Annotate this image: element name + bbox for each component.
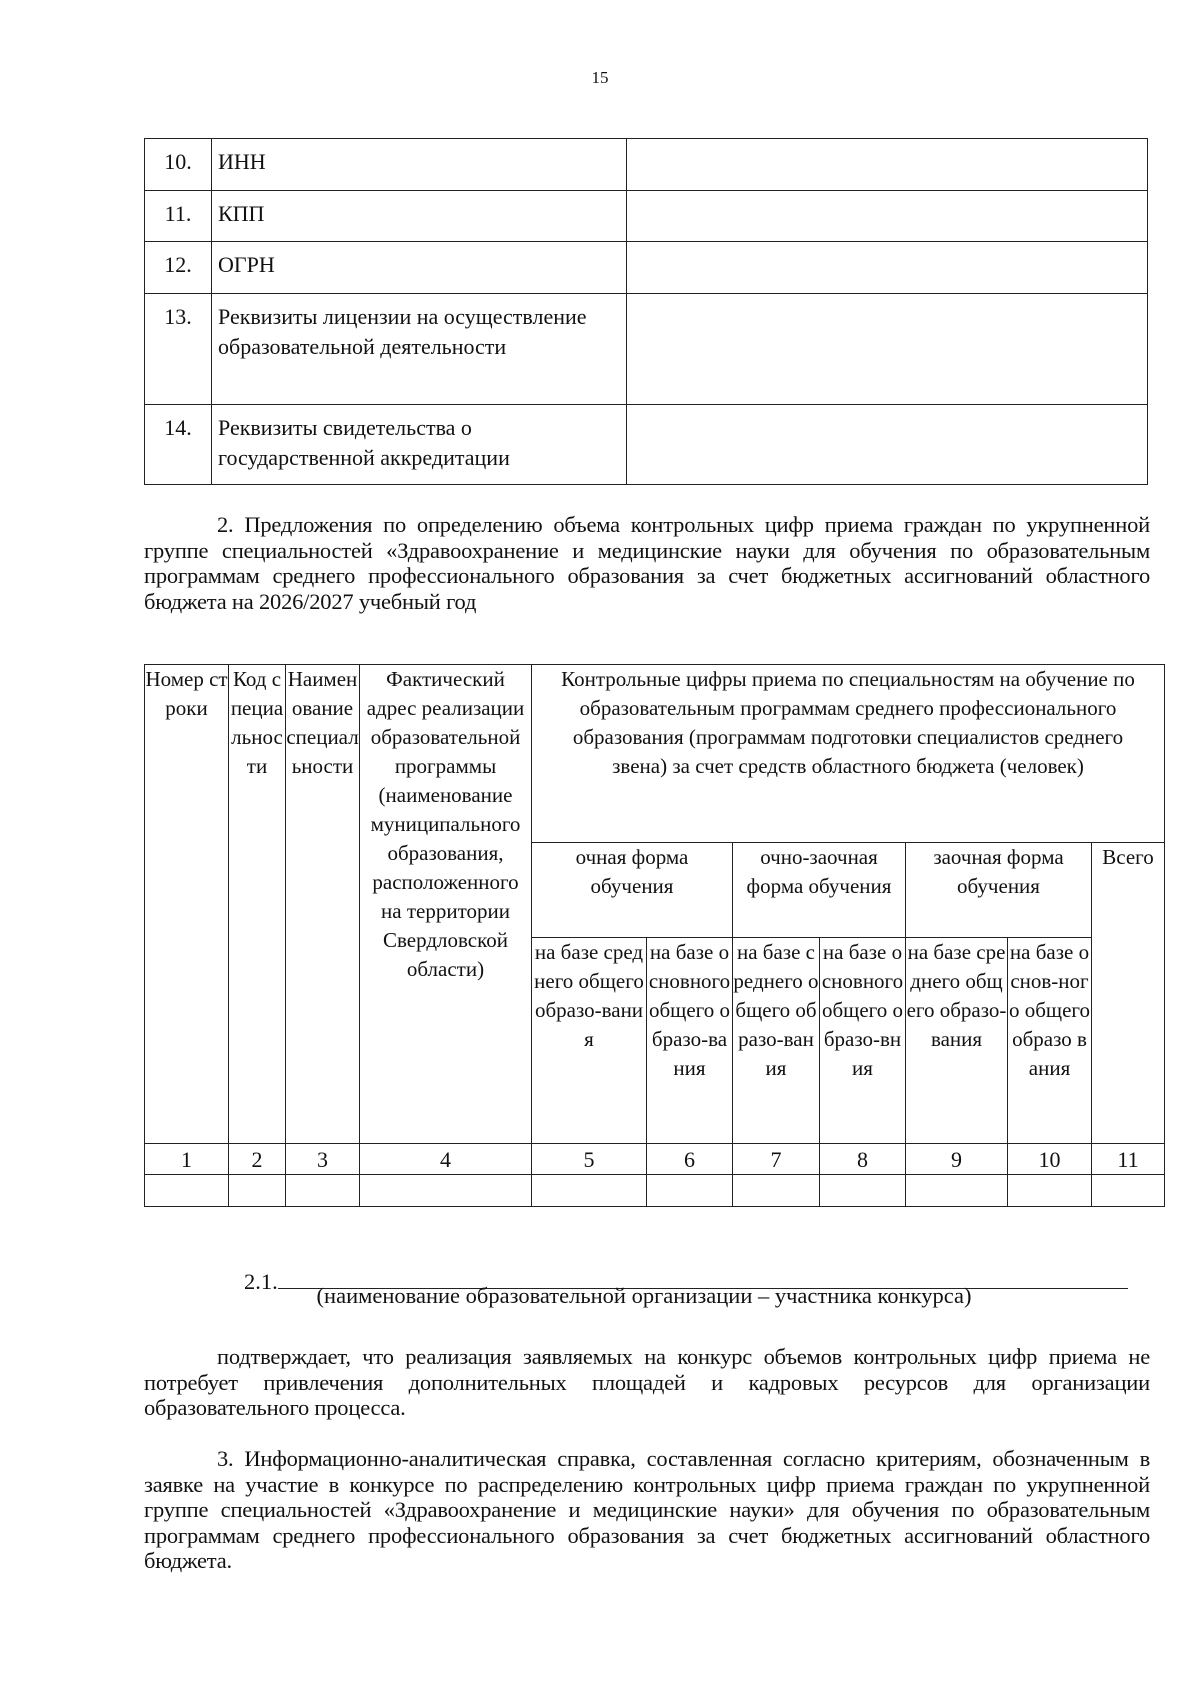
- row-number: 10.: [145, 139, 212, 191]
- column-number: 11: [1092, 1144, 1165, 1175]
- header-spec-name: Наименование специальности: [286, 665, 360, 1144]
- row-number: 11.: [145, 191, 212, 242]
- admission-targets-table: [144, 664, 1165, 1207]
- header-full-time: очная форма обучения: [532, 843, 733, 938]
- header-spec-code: Код специальности: [229, 665, 286, 1144]
- header-sub: на базе среднего общего образо-вания: [532, 938, 647, 1144]
- header-row: [145, 665, 1165, 843]
- row-value[interactable]: [627, 242, 1148, 294]
- row-number: 14.: [145, 405, 212, 485]
- table-cell[interactable]: [733, 1175, 820, 1207]
- row-label: КПП: [212, 191, 627, 242]
- requisites-table: [144, 138, 1148, 485]
- table-cell[interactable]: [286, 1175, 360, 1207]
- table-row: [145, 294, 1148, 405]
- organization-name-caption: (наименование образовательной организации – участника конкурса): [316, 1283, 972, 1308]
- section-3-text: 3. Информационно-аналитическая справка, составленная согласно критериям, обозначенным в заявке на участие в конкурсе по распределению контрольных цифр приема граждан по укрупненной группе специальностей «Здравоохранение и медицинские науки» для обучения по образовательным программам среднего профессионального образования за счет бюджетных ассигнований областного бюджета.: [144, 1446, 1150, 1573]
- row-value[interactable]: [627, 405, 1148, 485]
- header-part-time: очно-заочная форма обучения: [733, 843, 906, 938]
- row-label: ИНН: [212, 139, 627, 191]
- header-kcp: Контрольные цифры приема по специальностям на обучение по образовательным программам среднего профессионального образования (программам подготовки специалистов среднего звена) за счет средств областного бюджета (человек): [532, 665, 1165, 843]
- row-label: ОГРН: [212, 242, 627, 294]
- table-cell[interactable]: [820, 1175, 906, 1207]
- column-number: 8: [820, 1144, 906, 1175]
- header-row-number: Номер строки: [145, 665, 229, 1144]
- column-number: 2: [229, 1144, 286, 1175]
- column-number: 3: [286, 1144, 360, 1175]
- section-2-text: 2. Предложения по определению объема контрольных цифр приема граждан по укрупненной группе специальностей «Здравоохранение и медицинские науки для обучения по образовательным программам среднего профессионального образования за счет бюджетных ассигнований областного бюджета на 2026/2027 учебный год: [144, 512, 1150, 614]
- row-number: 13.: [145, 294, 212, 405]
- table-row: [145, 242, 1148, 294]
- column-number: 6: [647, 1144, 733, 1175]
- header-extramural: заочная форма обучения: [906, 843, 1092, 938]
- row-label: Реквизиты свидетельства о государственной аккредитации: [212, 405, 627, 485]
- table-row: [145, 139, 1148, 191]
- table-row: [145, 405, 1148, 485]
- column-number: 5: [532, 1144, 647, 1175]
- row-label: Реквизиты лицензии на осуществление образовательной деятельности: [212, 294, 627, 405]
- table-cell[interactable]: [906, 1175, 1008, 1207]
- section-2-1-text: подтверждает, что реализация заявляемых на конкурс объемов контрольных цифр приема не потребует привлечения дополнительных площадей и кадровых ресурсов для организации образовательного процесса.: [144, 1344, 1150, 1420]
- column-numbers-row: [145, 1144, 1165, 1175]
- table-cell[interactable]: [360, 1175, 532, 1207]
- column-number: 1: [145, 1144, 229, 1175]
- header-sub: на базе основного общего образо-вания: [647, 938, 733, 1144]
- column-number: 4: [360, 1144, 532, 1175]
- table-cell[interactable]: [532, 1175, 647, 1207]
- header-sub: на базе среднего общего образо-вания: [906, 938, 1008, 1144]
- header-total: Всего: [1092, 843, 1165, 1144]
- table-cell[interactable]: [1008, 1175, 1092, 1207]
- header-sub: на базе основ-ного общего образо вания: [1008, 938, 1092, 1144]
- header-address: Фактический адрес реализации образовательной программы (наименование муниципального образования, расположенного на территории Свердловской области): [360, 665, 532, 1144]
- row-value[interactable]: [627, 139, 1148, 191]
- column-number: 10: [1008, 1144, 1092, 1175]
- table-cell[interactable]: [145, 1175, 229, 1207]
- section-2-1-prefix: 2.1.: [244, 1269, 278, 1294]
- row-number: 12.: [145, 242, 212, 294]
- page-number: 15: [591, 68, 609, 87]
- column-number: 9: [906, 1144, 1008, 1175]
- table-cell[interactable]: [1092, 1175, 1165, 1207]
- table-cell[interactable]: [647, 1175, 733, 1207]
- table-row: [145, 191, 1148, 242]
- row-value[interactable]: [627, 294, 1148, 405]
- header-sub: на базе среднего общего образо-вания: [733, 938, 820, 1144]
- column-number: 7: [733, 1144, 820, 1175]
- row-value[interactable]: [627, 191, 1148, 242]
- table-row: [145, 1175, 1165, 1207]
- header-sub: на базе основного общего образо-вния: [820, 938, 906, 1144]
- table-cell[interactable]: [229, 1175, 286, 1207]
